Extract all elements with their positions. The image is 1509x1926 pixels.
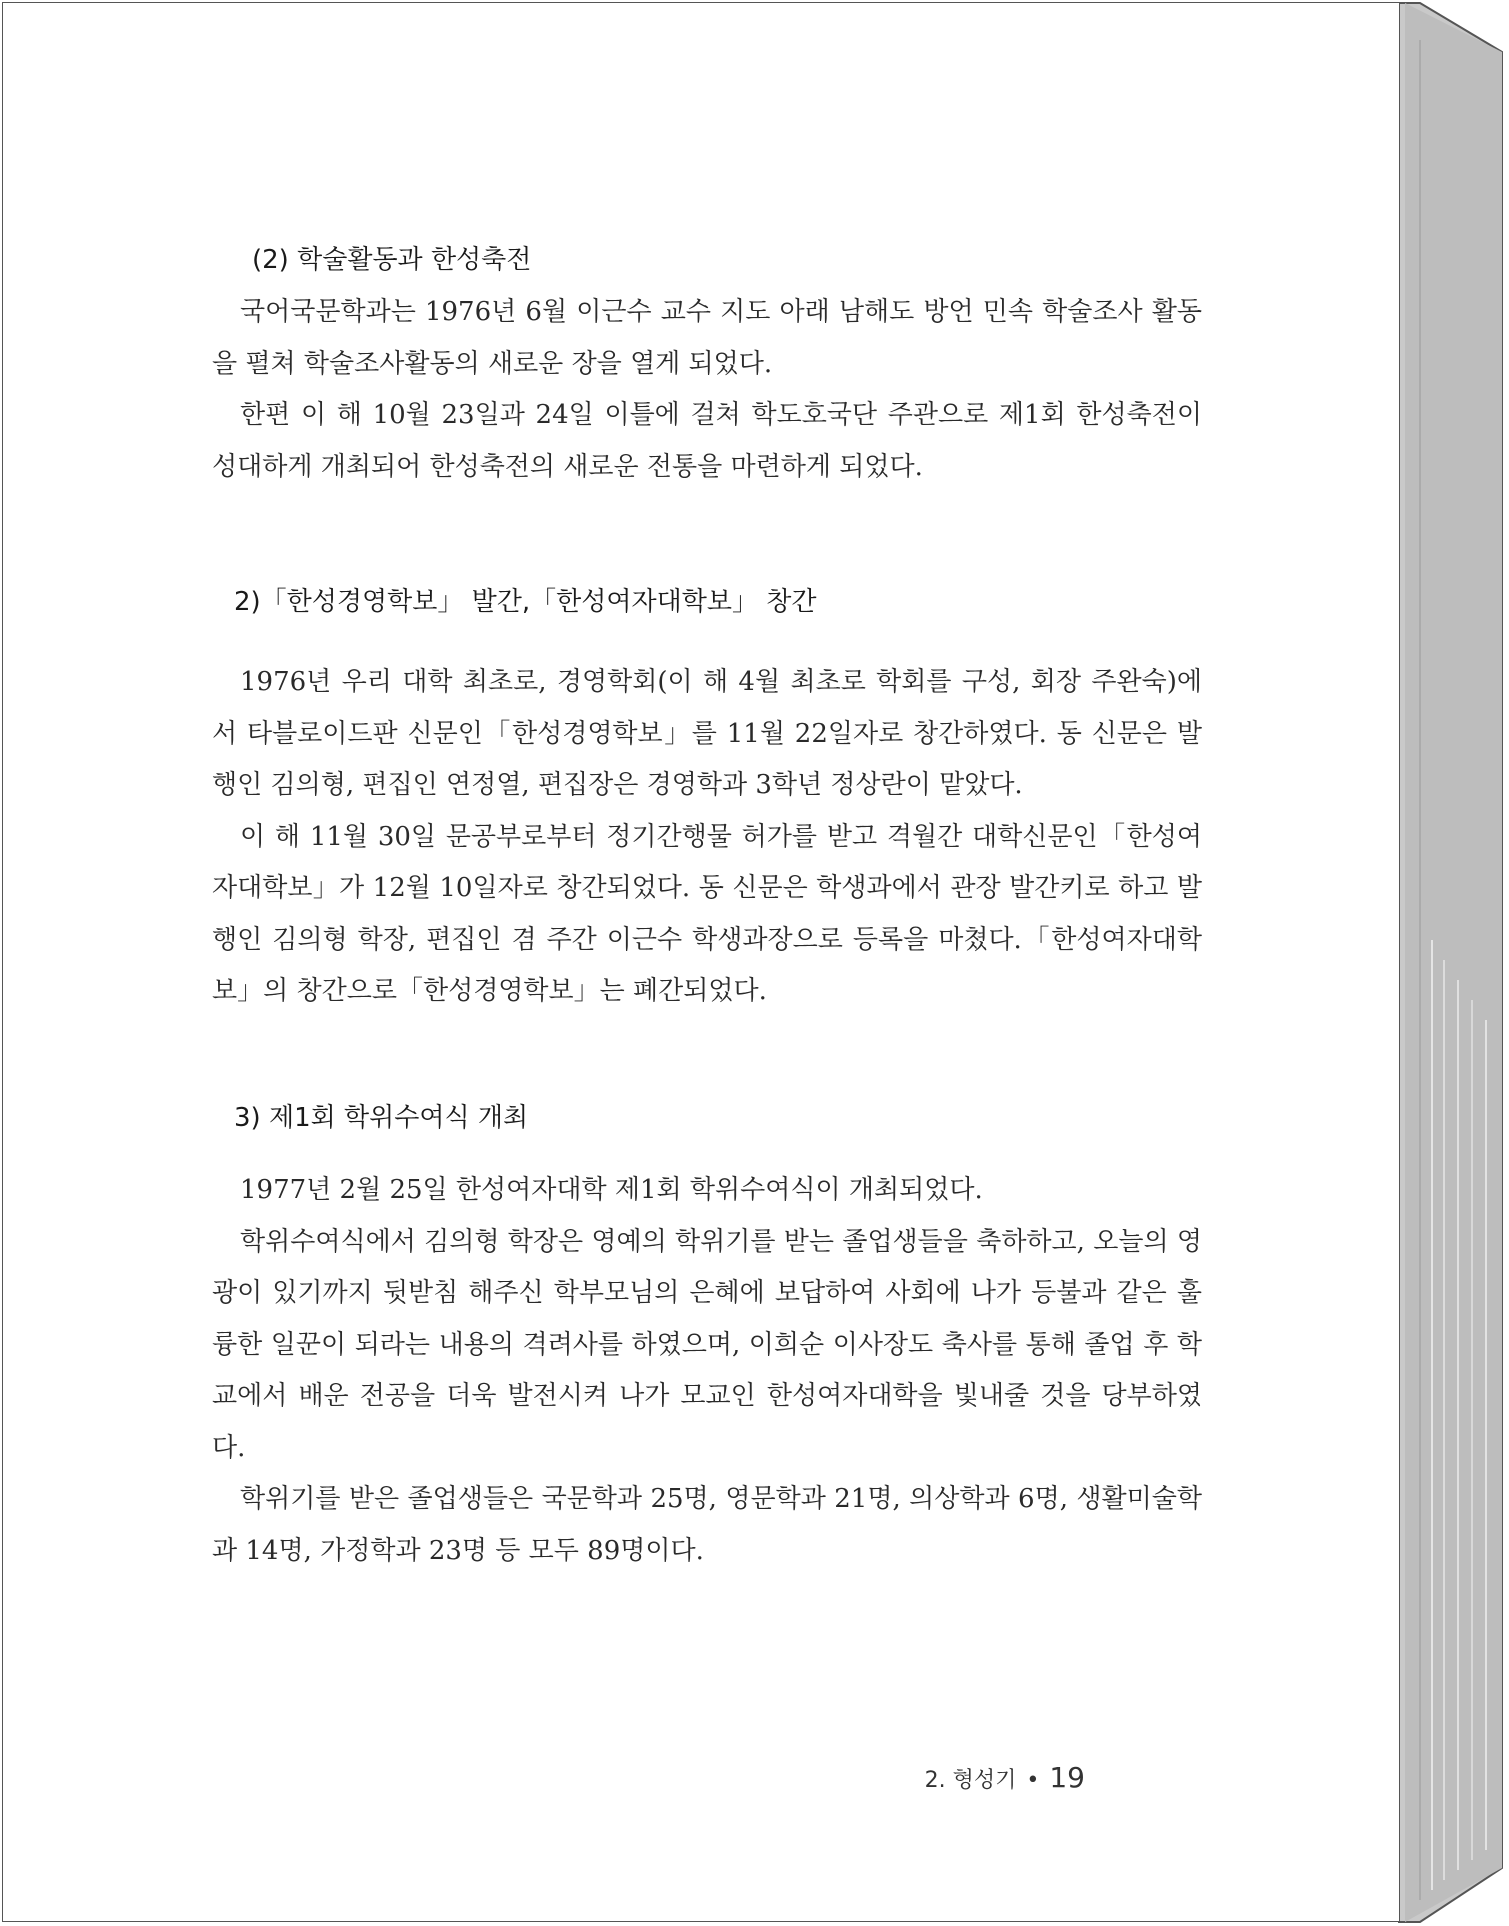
paragraph: 이 해 11월 30일 문공부로부터 정기간행물 허가를 받고 격월간 대학신문인「한성여자대학보」가 12월 10일자로 창간되었다. 동 신문은 학생과에서 관장 발간키로 하고 발행인 김의형 학장, 편집인 겸 주간 이근수 학생과장으로 등록을 마쳤다.「한성여자대학보」의 창간으로「한성경영학보」는 폐간되었다. bbox=[212, 821, 1202, 1006]
bullet-separator: • bbox=[1026, 1768, 1040, 1793]
section-newspaper-launch bbox=[212, 585, 1202, 1018]
section-heading: 2)「한성경영학보」 발간,「한성여자대학보」 창간 bbox=[234, 587, 817, 617]
paragraph: 국어국문학과는 1976년 6월 이근수 교수 지도 아래 남해도 방언 민속 학술조사 활동을 펼쳐 학술조사활동의 새로운 장을 열게 되었다. bbox=[212, 297, 1202, 379]
paragraph: 학위수여식에서 김의형 학장은 영예의 학위기를 받는 졸업생들을 축하하고, 오늘의 영광이 있기까지 뒷받침 해주신 학부모님의 은혜에 보답하여 사회에 나가 등불과 같은 훌륭한 일꾼이 되라는 내용의 격려사를 하였으며, 이희순 이사장도 축사를 통해 졸업 후 학교에서 배운 전공을 더욱 발전시켜 나가 모교인 한성여자대학을 빛내줄 것을 당부하였다. bbox=[212, 1226, 1202, 1463]
chapter-label: 2. 형성기 bbox=[924, 1768, 1017, 1793]
section-heading: 3) 제1회 학위수여식 개최 bbox=[234, 1103, 529, 1133]
page-footer bbox=[925, 1761, 1085, 1794]
paragraph: 1977년 2월 25일 한성여자대학 제1회 학위수여식이 개최되었다. bbox=[240, 1175, 983, 1205]
document-page bbox=[3, 3, 1399, 1921]
page-number: 19 bbox=[1049, 1761, 1085, 1794]
paragraph: 1976년 우리 대학 최초로, 경영학회(이 해 4월 최초로 학회를 구성, 회장 주완숙)에서 타블로이드판 신문인「한성경영학보」를 11월 22일자로 창간하였다. 동 신문은 발행인 김의형, 편집인 연정열, 편집장은 경영학과 3학년 정상란이 맡았다. bbox=[212, 667, 1202, 800]
section-heading: (2) 학술활동과 한성축전 bbox=[252, 245, 532, 275]
paragraph: 학위기를 받은 졸업생들은 국문학과 25명, 영문학과 21명, 의상학과 6명, 생활미술학과 14명, 가정학과 23명 등 모두 89명이다. bbox=[212, 1484, 1202, 1566]
section-first-commencement bbox=[212, 1101, 1202, 1577]
paragraph: 한편 이 해 10월 23일과 24일 이틀에 걸쳐 학도호국단 주관으로 제1회 한성축전이 성대하게 개최되어 한성축전의 새로운 전통을 마련하게 되었다. bbox=[212, 400, 1202, 482]
section-academic-activities bbox=[212, 243, 1202, 493]
